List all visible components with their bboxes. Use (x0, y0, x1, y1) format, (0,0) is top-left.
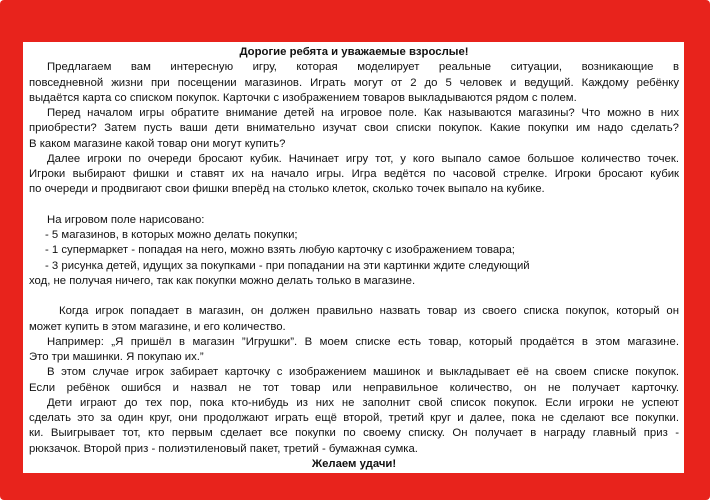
intro-line-1: Предлагаем вам интересную игру, которая моделирует реальные ситуации, возникающие в (47, 61, 679, 74)
paragraph-gap (29, 289, 679, 304)
board-heading: На игровом поле нарисовано: (47, 213, 205, 226)
result-line-2: Если ребёнок ошибся и назвал не тот товар или неправильное количество, он не получает карточку. (29, 381, 679, 394)
dice-line-1: Далее игроки по очереди бросают кубик. Начинает игру тот, у кого выпало самое большое количество точек. (47, 152, 679, 165)
end-line-3: ки. Выигрывает тот, кто первым сделает все покупки по своему списку. Он получает в награду главный приз - (29, 427, 679, 440)
board-item-children-line-2: ход, не получая ничего, так как покупки можно делать только в магазине. (29, 274, 416, 287)
result-line-1: В этом случае игрок забирает карточку с изображением машинок и выкладывает её на своем списке покупок. (47, 366, 679, 379)
board-item-shops: - 5 магазинов, в которых можно делать покупки; (45, 229, 298, 241)
dice-line-3: по очереди и продвигают свои фишки вперёд на столько клеток, сколько точек выпало на кубике. (29, 183, 545, 196)
paragraph-gap (29, 198, 679, 213)
example-line-1: Например: „Я пришёл в магазин ”Игрушки”. В моем списке есть товар, который продаётся в этом магазине. (47, 335, 679, 348)
closing-wish: Желаем удачи! (311, 457, 397, 470)
intro-line-3: выдаётся карта со списком покупок. Карточки с изображением товаров выкладываются рядом с полем. (29, 91, 577, 104)
rules-text-panel (23, 42, 684, 473)
board-item-supermarket: - 1 супермаркет - попадая на него, можно взять любую карточку с изображением товара; (45, 244, 515, 257)
rules-title: Дорогие ребята и уважаемые взрослые! (239, 46, 469, 58)
shop-line-2: может купить в этом магазине, и его количество. (29, 320, 286, 333)
example-line-2: Это три машинки. Я покупаю их.” (29, 351, 204, 363)
before-game-line-1: Перед началом игры обратите внимание детей на игровое поле. Как называются магазины? Что можно в них (47, 107, 679, 119)
before-game-line-2: приобрести? Затем пусть ваши дети внимательно изучат свои списки покупок. Какие покупки им надо сделать? (29, 122, 679, 135)
shop-line-1: Когда игрок попадает в магазин, он должен правильно назвать товар из своего списка покупок, который он (59, 305, 679, 318)
end-line-2: сделать это за один круг, они продолжают играть ещё второй, третий круг и далее, пока не сделают все покупки. (29, 412, 679, 424)
before-game-line-3: В каком магазине какой товар они могут купить? (29, 137, 286, 150)
end-line-1: Дети играют до тех пор, пока кто-нибудь из них не заполнит свой список покупок. Если игроки не успеют (47, 396, 679, 409)
board-item-children-line-1: - 3 рисунка детей, идущих за покупками - при попадании на эти картинки ждите следующий (45, 259, 530, 272)
dice-line-2: Игроки выбирают фишки и ставят их на начало игры. Игра ведётся по часовой стрелке. Игроки бросают кубик (29, 168, 679, 180)
intro-line-2: повседневной жизни при посещении магазинов. Играть могут от 2 до 5 человек и ведущий. Каждому ребёнку (29, 76, 679, 89)
end-line-4: рюкзачок. Второй приз - полиэтиленовый пакет, третий - бумажная сумка. (29, 442, 418, 455)
